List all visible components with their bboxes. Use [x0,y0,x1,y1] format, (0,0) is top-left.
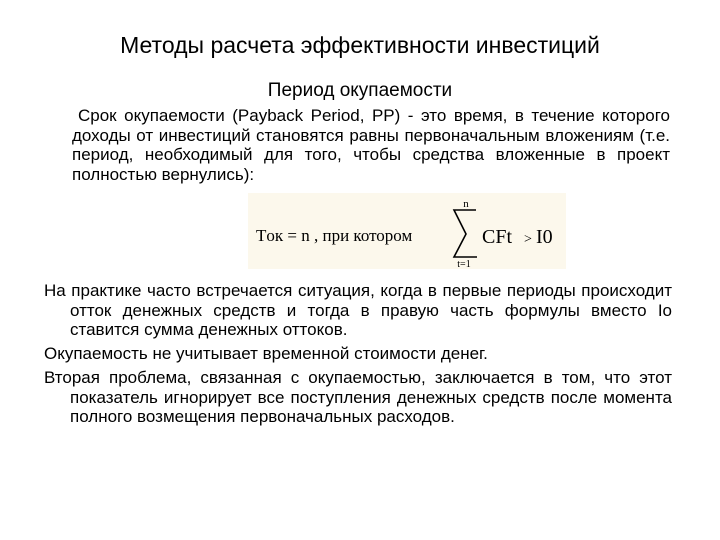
formula-relation: > [524,232,532,247]
practice-paragraph: На практике часто встречается ситуация, когда в первые периоды происходит отток денежных средств и тогда в правую часть формулы вместо Io ставится сумма денежных оттоков. [44,281,672,339]
section-subtitle: Период окупаемости [267,80,453,101]
payback-formula-image [248,193,566,269]
time-value-paragraph: Окупаемость не учитывает временной стоимости денег. [44,344,488,363]
second-problem-paragraph: Вторая проблема, связанная с окупаемостью, заключается в том, что этот показатель игнорирует все поступления денежных средств после момента полного возмещения первоначальных расходов. [44,368,672,426]
slide-title: Методы расчета эффективности инвестиций [120,32,600,58]
sum-lower-limit: t=1 [457,259,471,269]
sigma-symbol [454,210,477,257]
payback-formula [248,193,566,269]
definition-paragraph: Срок окупаемости (Payback Period, PP) - это время, в течение которого доходы от инвестиций становятся равны первоначальным вложениям (т.е. период, необходимый для того, чтобы средства вложенные в проект полностью вернулись): [72,106,670,184]
formula-rhs: I0 [536,226,553,248]
sum-upper-limit: n [463,198,469,210]
formula-term: CFt [482,226,513,248]
formula-lhs: Tок = n , при котором [256,226,413,245]
